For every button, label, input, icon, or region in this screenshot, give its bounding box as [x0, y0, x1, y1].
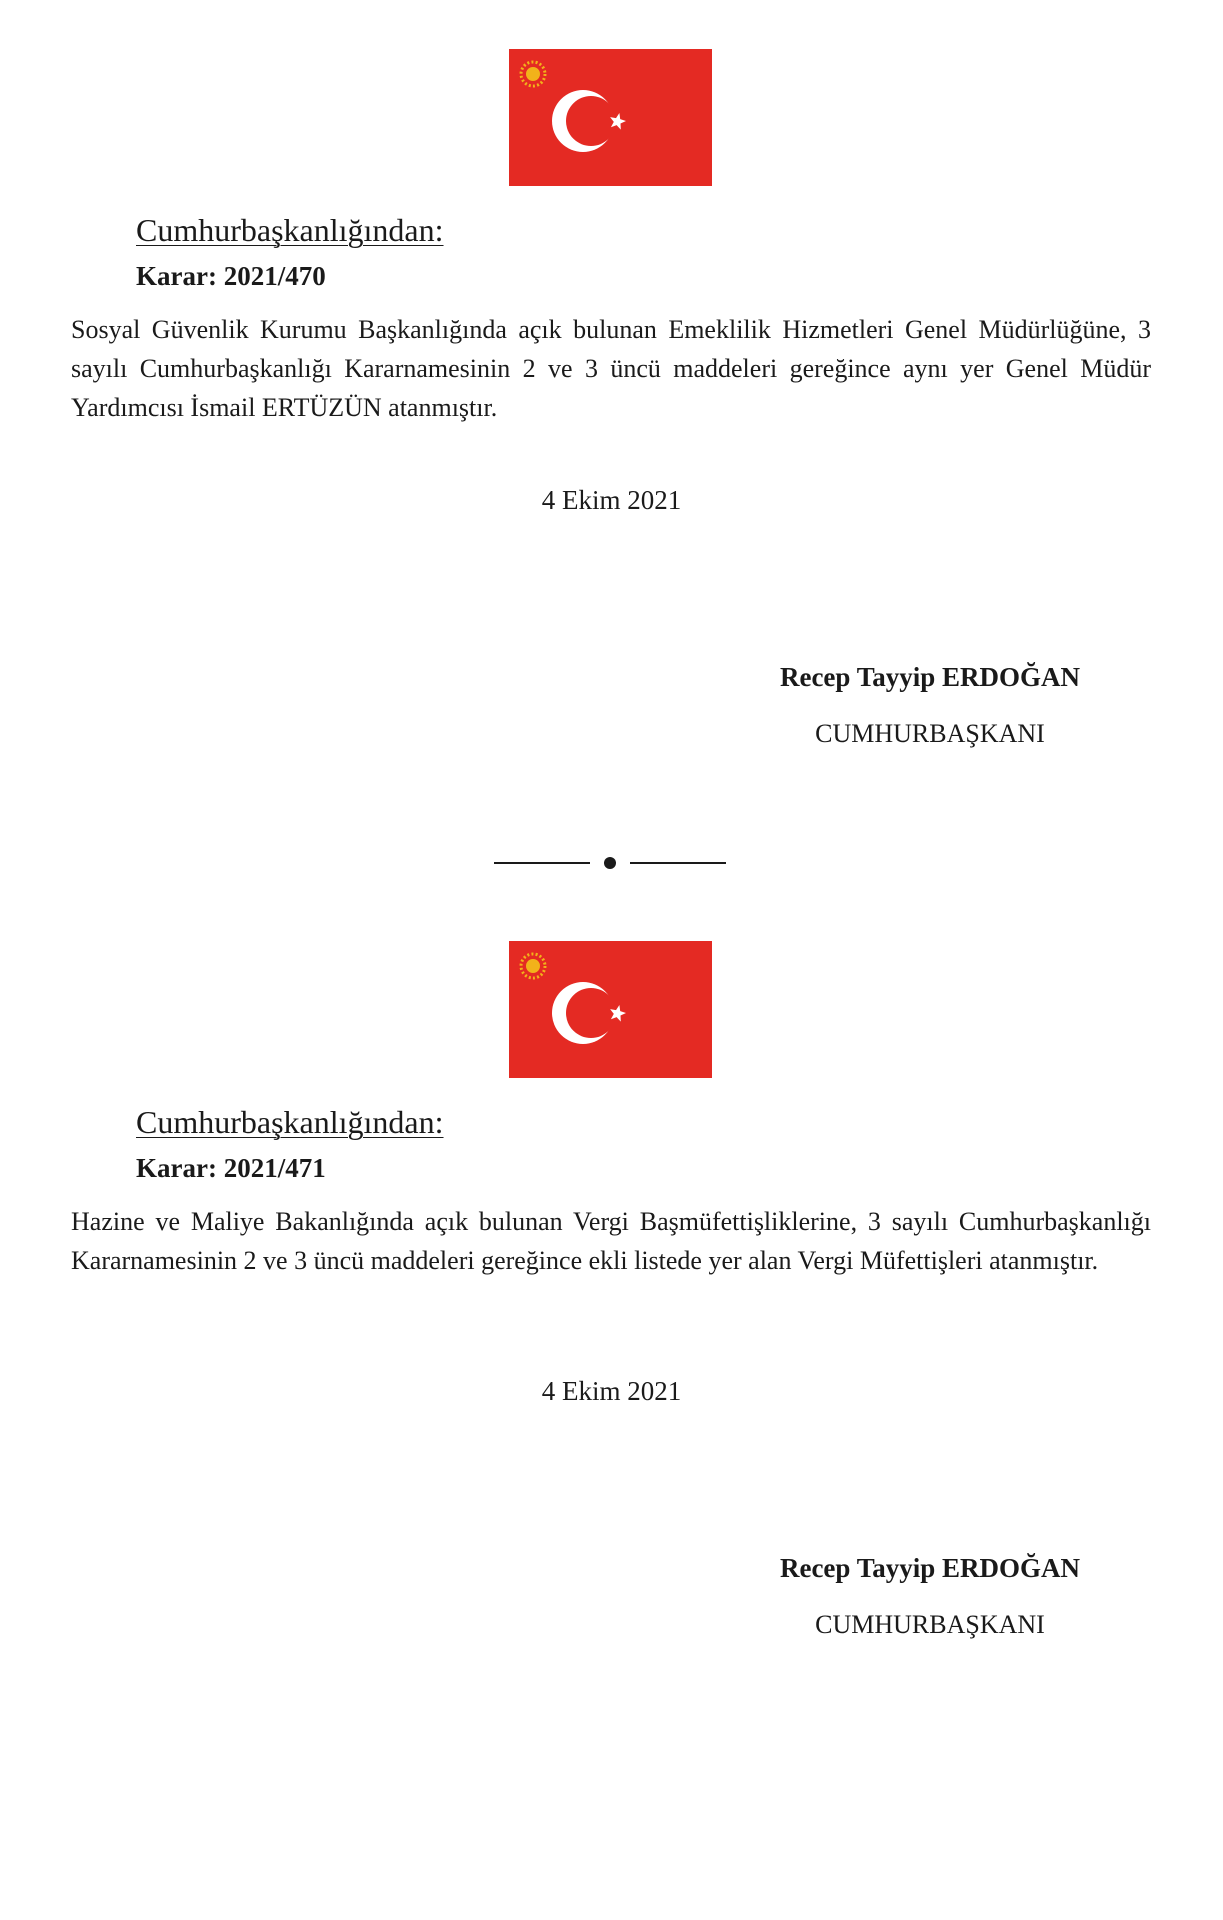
- separator-dot: [604, 857, 616, 869]
- presidential-flag-icon: [509, 941, 712, 1078]
- separator-line-right: [630, 862, 726, 864]
- presidential-flag-icon: [509, 49, 712, 186]
- decision-date: 4 Ekim 2021: [541, 485, 682, 515]
- section-separator-icon: [494, 855, 730, 871]
- decision-date: 4 Ekim 2021: [541, 1376, 682, 1406]
- separator-line-left: [494, 862, 590, 864]
- issuer-heading: Cumhurbaşkanlığından:: [136, 212, 444, 248]
- issuer-heading: Cumhurbaşkanlığından:: [136, 1104, 444, 1140]
- signer-name: Recep Tayyip ERDOĞAN: [779, 662, 1081, 692]
- decision-body: Hazine ve Maliye Bakanlığında açık bulunan Vergi Başmüfettişliklerine, 3 sayılı Cumhurbaşkanlığı Kararnamesinin 2 ve 3 üncü maddeleri gereğince ekli listede yer alan Vergi Müfettişleri atanmıştır.: [71, 1207, 1151, 1275]
- signer-name: Recep Tayyip ERDOĞAN: [779, 1553, 1081, 1583]
- decision-body: Sosyal Güvenlik Kurumu Başkanlığında açık bulunan Emeklilik Hizmetleri Genel Müdürlüğüne, 3 sayılı Cumhurbaşkanlığı Kararnamesinin 2 ve 3 üncü maddeleri gereğince aynı yer Genel Müdür Yardımcısı İsmail ERTÜZÜN atanmıştır.: [71, 315, 1151, 422]
- decision-number: Karar: 2021/470: [136, 261, 326, 291]
- signer-title: CUMHURBAŞKANI: [815, 1610, 1045, 1639]
- decision-number: Karar: 2021/471: [136, 1153, 326, 1183]
- signer-title: CUMHURBAŞKANI: [815, 719, 1045, 748]
